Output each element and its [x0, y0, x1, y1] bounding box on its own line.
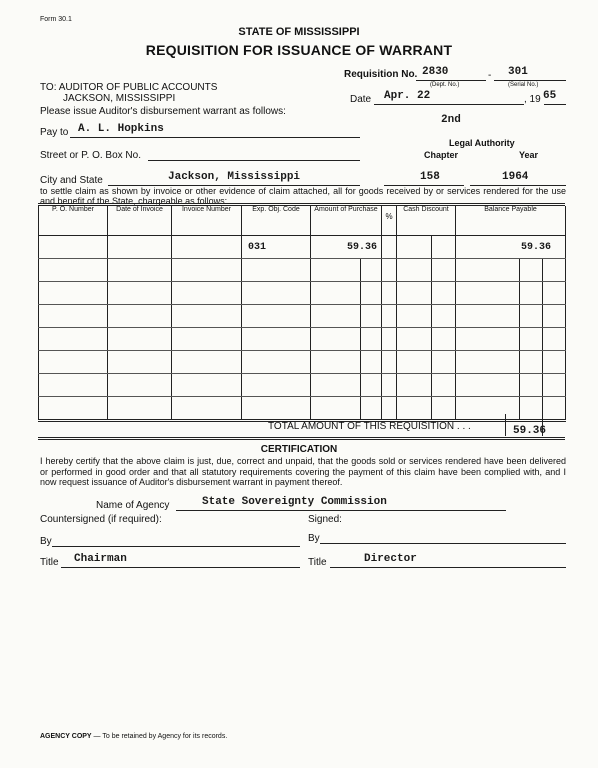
addressee-line-2: JACKSON, MISSISSIPPI	[63, 93, 176, 104]
session-field[interactable]: 2nd	[441, 114, 461, 126]
pay-to-field[interactable]: A. L. Hopkins	[78, 123, 164, 135]
serial-no-caption: (Serial No.)	[508, 82, 539, 88]
chapter-field[interactable]: 158	[420, 171, 440, 183]
table-cell[interactable]	[397, 236, 432, 259]
col-percent: %	[382, 206, 397, 236]
amount-cell[interactable]: 59.36	[311, 236, 382, 259]
street-label: Street or P. O. Box No.	[40, 150, 141, 161]
title-label-left: Title	[40, 557, 59, 568]
col-po-number: P. O. Number	[39, 206, 108, 236]
table-cell[interactable]	[172, 236, 242, 259]
requisition-label: Requisition No.	[344, 69, 418, 80]
col-exp-obj-code: Exp. Obj. Code	[242, 206, 311, 236]
legal-year-field[interactable]: 1964	[502, 171, 529, 183]
dept-number-field[interactable]: 2830	[422, 66, 449, 78]
date-field[interactable]: Apr. 22	[384, 90, 431, 102]
certification-title: CERTIFICATION	[260, 444, 338, 455]
left-title-field[interactable]: Chairman	[74, 553, 127, 565]
agency-field[interactable]: State Sovereignty Commission	[202, 496, 387, 508]
form-title: REQUISITION FOR ISSUANCE OF WARRANT	[145, 42, 453, 58]
table-cell[interactable]	[39, 236, 108, 259]
settlement-text: to settle claim as shown by invoice or other evidence of claim attached, all for goods received by or services rendered for the use and benefit of the State, chargeable as follows:	[40, 186, 566, 206]
state-heading: STATE OF MISSISSIPPI	[238, 26, 360, 38]
year-column-label: Year	[519, 150, 539, 160]
exp-code-cell[interactable]: 031	[242, 236, 311, 259]
table-cell[interactable]	[432, 236, 456, 259]
chapter-label: Chapter	[424, 150, 459, 160]
signed-label: Signed:	[308, 514, 342, 525]
charges-table	[38, 206, 566, 422]
dept-no-caption: (Dept. No.)	[430, 82, 460, 88]
addressee-line-1: TO: AUDITOR OF PUBLIC ACCOUNTS	[40, 82, 218, 93]
city-label: City and State	[40, 175, 103, 186]
table-cell[interactable]	[382, 236, 397, 259]
total-value[interactable]: 59.36	[513, 425, 547, 437]
pay-to-label: Pay to	[40, 127, 69, 138]
table-cell[interactable]	[108, 236, 172, 259]
title-label-right: Title	[308, 557, 327, 568]
balance-cell[interactable]: 59.36	[456, 236, 566, 259]
serial-number-field[interactable]: 301	[508, 66, 528, 78]
col-cash-discount: Cash Discount	[397, 206, 456, 236]
by-label-right: By	[308, 533, 320, 544]
instruction-text: Please issue Auditor's disbursement warrant as follows:	[40, 106, 286, 117]
footer-note	[40, 733, 227, 740]
year-field[interactable]: 65	[543, 90, 557, 102]
col-date-of-invoice: Date of Invoice	[108, 206, 172, 236]
col-amount-of-purchase: Amount of Purchase	[311, 206, 382, 236]
total-label: TOTAL AMOUNT OF THIS REQUISITION . . .	[268, 421, 471, 432]
date-label: Date	[350, 94, 372, 105]
year-prefix: , 19	[524, 94, 541, 105]
footer-rest: — To be retained by Agency for its records.	[91, 733, 228, 740]
col-balance-payable: Balance Payable	[456, 206, 566, 236]
form-number: Form 30.1	[40, 16, 72, 23]
legal-authority-label: Legal Authority	[449, 138, 515, 148]
agency-label: Name of Agency	[96, 500, 170, 511]
certification-text: I hereby certify that the above claim is just, due, correct and unpaid, that the goods sold or services rendered have been delivered or performed in good order and that all statutory requirements covering the payment of this claim have been complied with, and I now request issuance of Auditor's disbursement warrant in payment thereof.	[40, 456, 566, 487]
city-field[interactable]: Jackson, Mississippi	[168, 171, 301, 183]
right-title-field[interactable]: Director	[364, 553, 417, 565]
countersigned-label: Countersigned (if required):	[40, 514, 162, 525]
col-invoice-number: Invoice Number	[172, 206, 242, 236]
footer-bold: AGENCY COPY	[40, 733, 92, 740]
by-label-left: By	[40, 536, 52, 547]
